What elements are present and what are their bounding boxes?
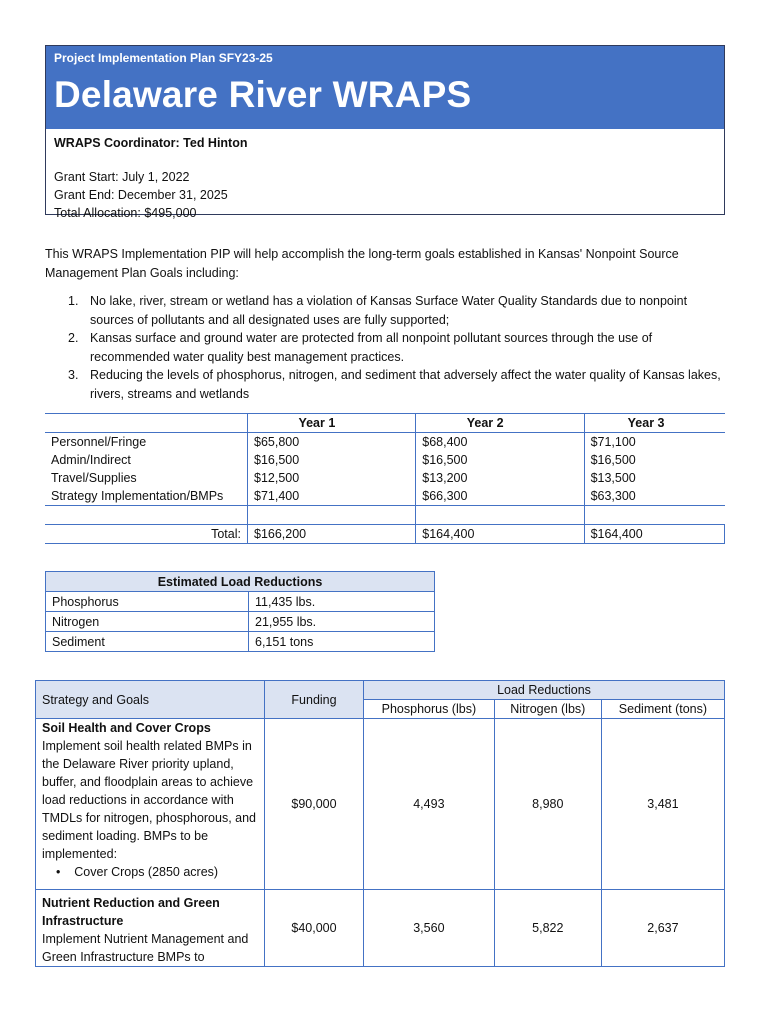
- strategy-title: Nutrient Reduction and Green Infrastructure: [42, 896, 220, 928]
- budget-spacer-row: [45, 506, 725, 525]
- loads-label: Phosphorus: [46, 592, 249, 612]
- bullet-text: Cover Crops (2850 acres): [74, 865, 219, 879]
- phosphorus-cell: 4,493: [364, 719, 495, 890]
- goal-text: Reducing the levels of phosphorus, nitrogen, and sediment that adversely affect the water quality of Kansas lakes, rivers, streams and wetlands: [90, 368, 721, 401]
- strategy-col-header: Strategy and Goals: [36, 681, 265, 719]
- spacer-cell: [416, 506, 584, 525]
- total-allocation: Total Allocation: $495,000: [54, 206, 197, 220]
- spacer-cell: [584, 506, 724, 525]
- goal-number: 2.: [68, 331, 79, 345]
- header-details: [46, 129, 724, 227]
- loads-title: Estimated Load Reductions: [46, 572, 435, 592]
- budget-cell: $71,100: [584, 433, 724, 452]
- strategy-bullet: [42, 863, 258, 881]
- budget-cell: $68,400: [416, 433, 584, 452]
- bullet-icon: •: [56, 865, 75, 879]
- loads-value: 11,435 lbs.: [249, 592, 435, 612]
- year-header: Year 2: [416, 414, 584, 433]
- page-title: Delaware River WRAPS: [54, 74, 472, 115]
- strategy-row: [36, 719, 725, 890]
- budget-row: [45, 433, 725, 452]
- goals-list: [45, 292, 725, 403]
- phosphorus-cell: 3,560: [364, 890, 495, 967]
- loads-header-row: [46, 572, 435, 592]
- strategy-body: Implement soil health related BMPs in the Delaware River priority upland, buffer, and floodplain areas to achieve load reductions in accordance with TMDLs for nitrogen, phosphorous, and sediment loading. BMPs to be implemented:: [42, 739, 257, 861]
- funding-col-header: Funding: [265, 681, 364, 719]
- budget-row: [45, 469, 725, 487]
- loads-label: Sediment: [46, 632, 249, 652]
- total-cell: $166,200: [248, 525, 416, 544]
- year-header: Year 1: [248, 414, 416, 433]
- total-cell: $164,400: [416, 525, 584, 544]
- loads-value: 21,955 lbs.: [249, 612, 435, 632]
- budget-cell: $65,800: [248, 433, 416, 452]
- goal-number: 3.: [68, 368, 79, 382]
- nitrogen-col-header: Nitrogen (lbs): [494, 700, 601, 719]
- goal-number: 1.: [68, 294, 79, 308]
- budget-total-row: [45, 525, 725, 544]
- loads-row: [46, 592, 435, 612]
- spacer-cell: [45, 506, 248, 525]
- goal-item: [45, 366, 725, 403]
- budget-row-label: Admin/Indirect: [51, 453, 131, 467]
- total-cell: $164,400: [584, 525, 724, 544]
- intro-paragraph: This WRAPS Implementation PIP will help accomplish the long-term goals established in Kansas' Nonpoint Source Management Plan Goals including:: [45, 247, 679, 280]
- loads-row: [46, 612, 435, 632]
- funding-cell: $40,000: [265, 890, 364, 967]
- strategy-header-row: [36, 681, 725, 700]
- spacer-cell: [248, 506, 416, 525]
- coordinator: WRAPS Coordinator: Ted Hinton: [54, 136, 248, 150]
- goal-item: [45, 329, 725, 366]
- strategy-table: [35, 680, 725, 967]
- load-reductions-table: [45, 571, 435, 652]
- goal-text: No lake, river, stream or wetland has a violation of Kansas Surface Water Quality Standards due to nonpoint sources of pollutants and all designated uses are fully supported;: [90, 294, 688, 327]
- budget-cell: $13,500: [584, 469, 724, 487]
- load-col-header: Load Reductions: [364, 681, 725, 700]
- budget-row-label: Travel/Supplies: [51, 471, 137, 485]
- strategy-cell: [36, 719, 265, 890]
- budget-row-label: Personnel/Fringe: [51, 435, 147, 449]
- sediment-cell: 3,481: [601, 719, 724, 890]
- budget-header-row: [45, 414, 725, 433]
- budget-corner: [45, 414, 248, 433]
- header-band: [46, 46, 724, 129]
- budget-row: [45, 487, 725, 506]
- year-header: Year 3: [584, 414, 724, 433]
- budget-row: [45, 451, 725, 469]
- budget-cell: $71,400: [248, 487, 416, 506]
- funding-cell: $90,000: [265, 719, 364, 890]
- total-label: Total:: [45, 525, 248, 544]
- budget-cell: $12,500: [248, 469, 416, 487]
- grant-end: Grant End: December 31, 2025: [54, 188, 228, 202]
- sediment-col-header: Sediment (tons): [601, 700, 724, 719]
- sediment-cell: 2,637: [601, 890, 724, 967]
- nitrogen-cell: 8,980: [494, 719, 601, 890]
- budget-cell: $66,300: [416, 487, 584, 506]
- goal-text: Kansas surface and ground water are protected from all nonpoint pollutant sources through the use of recommended water quality best management practices.: [90, 331, 653, 364]
- budget-cell: $13,200: [416, 469, 584, 487]
- grant-start: Grant Start: July 1, 2022: [54, 170, 190, 184]
- phosphorus-col-header: Phosphorus (lbs): [364, 700, 495, 719]
- budget-row-label: Strategy Implementation/BMPs: [51, 489, 224, 503]
- strategy-body: Implement Nutrient Management and Green Infrastructure BMPs to: [42, 932, 249, 964]
- nitrogen-cell: 5,822: [494, 890, 601, 967]
- budget-cell: $63,300: [584, 487, 724, 506]
- budget-table: [45, 413, 725, 544]
- header-box: [45, 45, 725, 220]
- strategy-row: [36, 890, 725, 967]
- loads-row: [46, 632, 435, 652]
- loads-value: 6,151 tons: [249, 632, 435, 652]
- budget-cell: $16,500: [584, 451, 724, 469]
- budget-cell: $16,500: [248, 451, 416, 469]
- strategy-title: Soil Health and Cover Crops: [42, 721, 211, 735]
- goal-item: [45, 292, 725, 329]
- header-subtitle: Project Implementation Plan SFY23-25: [54, 51, 273, 65]
- loads-label: Nitrogen: [46, 612, 249, 632]
- budget-cell: $16,500: [416, 451, 584, 469]
- strategy-cell: [36, 890, 265, 967]
